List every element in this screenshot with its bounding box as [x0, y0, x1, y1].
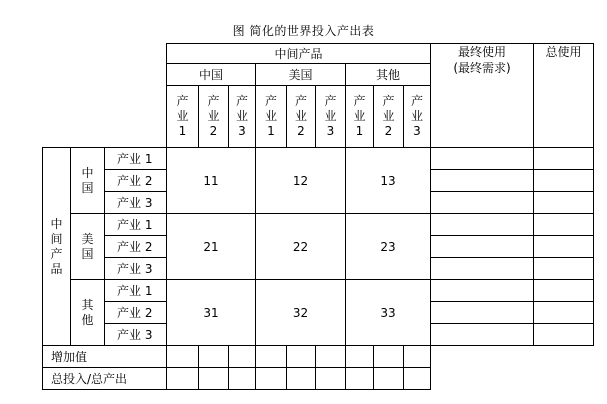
empty-area	[431, 346, 534, 368]
row-sector-cn-1: 产业 1	[105, 148, 167, 170]
header-region-usa: 美国	[256, 64, 346, 86]
row-value-added: 增加值	[43, 346, 167, 368]
block-11: 11	[167, 148, 256, 214]
total-input-cell	[167, 368, 199, 390]
header-sector-us-1: 产 业 1	[256, 86, 287, 148]
total-use-cell	[534, 280, 594, 302]
final-use-cell	[431, 302, 534, 324]
header-sector-ot-1: 产 业 1	[346, 86, 374, 148]
total-use-cell	[534, 170, 594, 192]
block-33: 33	[346, 280, 431, 346]
block-22: 22	[256, 214, 346, 280]
header-intermediate-products: 中间产品	[167, 44, 431, 64]
header-sector-cn-3: 产 业 3	[229, 86, 256, 148]
final-use-cell	[431, 170, 534, 192]
row-region-china: 中 国	[71, 148, 105, 214]
final-use-cell	[431, 280, 534, 302]
header-sector-cn-2: 产 业 2	[199, 86, 229, 148]
header-region-other: 其他	[346, 64, 431, 86]
row-sector-us-3: 产业 3	[105, 258, 167, 280]
final-use-label: 最终使用	[457, 45, 506, 59]
total-input-cell	[199, 368, 229, 390]
empty-area	[534, 346, 594, 368]
value-added-cell	[404, 346, 431, 368]
row-sector-cn-3: 产业 3	[105, 192, 167, 214]
row-sector-us-2: 产业 2	[105, 236, 167, 258]
final-use-cell	[431, 192, 534, 214]
header-sector-us-3: 产 业 3	[316, 86, 346, 148]
block-23: 23	[346, 214, 431, 280]
total-use-cell	[534, 258, 594, 280]
empty-area	[431, 368, 534, 390]
value-added-cell	[346, 346, 374, 368]
block-21: 21	[167, 214, 256, 280]
value-added-cell	[229, 346, 256, 368]
header-corner	[43, 44, 167, 148]
row-region-other: 其 他	[71, 280, 105, 346]
total-input-cell	[346, 368, 374, 390]
total-input-cell	[404, 368, 431, 390]
value-added-cell	[167, 346, 199, 368]
header-sector-ot-2: 产 业 2	[374, 86, 404, 148]
row-total-input: 总投入/总产出	[43, 368, 167, 390]
final-use-cell	[431, 214, 534, 236]
final-use-cell	[431, 258, 534, 280]
header-final-use	[431, 44, 534, 148]
block-32: 32	[256, 280, 346, 346]
header-region-china: 中国	[167, 64, 256, 86]
block-31: 31	[167, 280, 256, 346]
row-region-usa: 美 国	[71, 214, 105, 280]
input-output-table	[42, 43, 594, 390]
final-use-cell	[431, 148, 534, 170]
final-demand-label: (最终需求)	[453, 61, 511, 75]
empty-area	[534, 368, 594, 390]
block-12: 12	[256, 148, 346, 214]
total-input-cell	[374, 368, 404, 390]
header-sector-cn-1: 产 业 1	[167, 86, 199, 148]
table-title: 图 简化的世界投入产出表	[232, 24, 375, 38]
block-13: 13	[346, 148, 431, 214]
row-sector-ot-3: 产业 3	[105, 324, 167, 346]
total-input-cell	[256, 368, 287, 390]
value-added-cell	[374, 346, 404, 368]
header-sector-ot-3: 产 业 3	[404, 86, 431, 148]
value-added-cell	[316, 346, 346, 368]
row-sector-us-1: 产业 1	[105, 214, 167, 236]
total-use-cell	[534, 324, 594, 346]
total-use-cell	[534, 192, 594, 214]
row-group-intermediate: 中 间 产 品	[43, 148, 71, 346]
row-sector-ot-2: 产业 2	[105, 302, 167, 324]
total-input-cell	[287, 368, 316, 390]
total-use-cell	[534, 214, 594, 236]
value-added-cell	[287, 346, 316, 368]
total-use-cell	[534, 148, 594, 170]
final-use-cell	[431, 324, 534, 346]
header-total-use: 总使用	[534, 44, 594, 148]
row-sector-cn-2: 产业 2	[105, 170, 167, 192]
row-sector-ot-1: 产业 1	[105, 280, 167, 302]
value-added-cell	[199, 346, 229, 368]
final-use-cell	[431, 236, 534, 258]
total-input-cell	[229, 368, 256, 390]
total-use-cell	[534, 236, 594, 258]
total-input-cell	[316, 368, 346, 390]
header-sector-us-2: 产 业 2	[287, 86, 316, 148]
value-added-cell	[256, 346, 287, 368]
total-use-cell	[534, 302, 594, 324]
